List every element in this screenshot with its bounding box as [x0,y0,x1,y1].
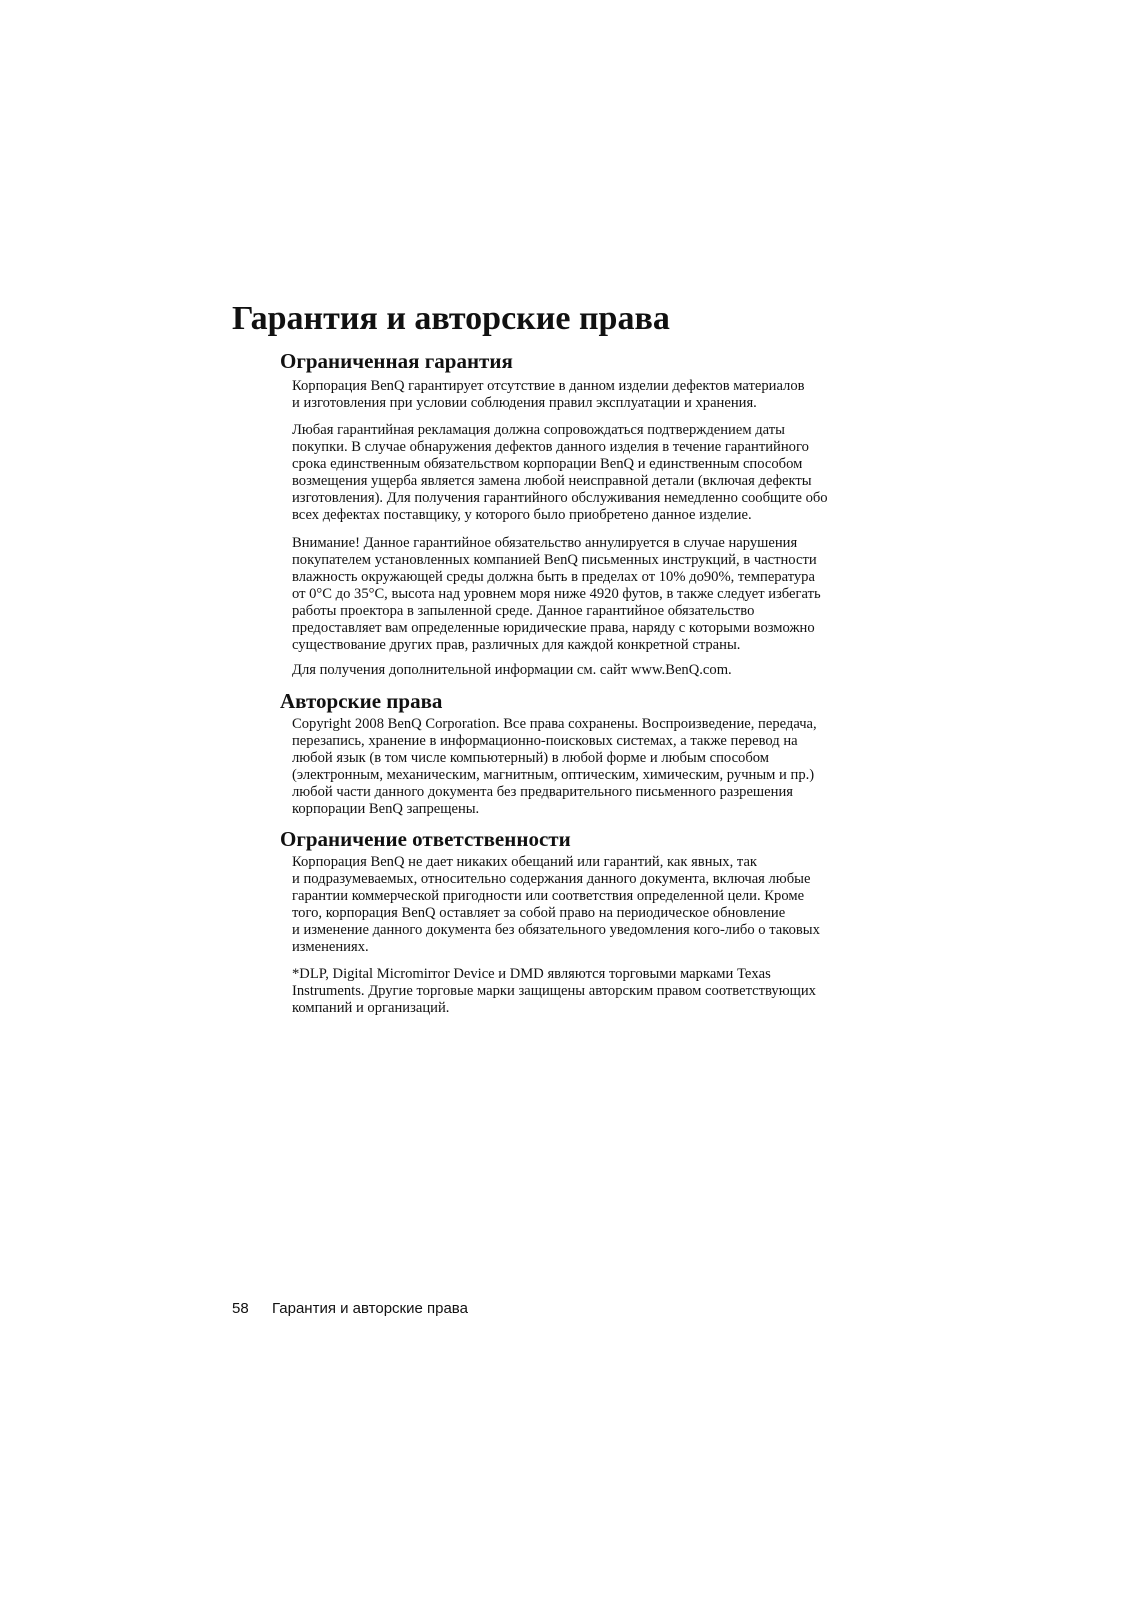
text-line: любой язык (в том числе компьютерный) в любой форме и любым способом [292,750,770,766]
paragraph-trademarks [292,966,892,1017]
text-line: компаний и организаций. [292,1000,450,1016]
text-line: *DLP, Digital Micromirror Device и DMD являются торговыми марками Texas [292,966,771,982]
page-title: Гарантия и авторские права [232,300,670,337]
text-line: и изготовления при условии соблюдения правил эксплуатации и хранения. [292,395,757,411]
text-line: того, корпорация BenQ оставляет за собой право на периодическое обновление [292,905,786,921]
text-line: Корпорация BenQ гарантирует отсутствие в данном изделии дефектов материалов [292,378,805,394]
text-line: (электронным, механическим, магнитным, оптическим, химическим, ручным и пр.) [292,767,815,783]
paragraph-warranty-intro [292,378,892,412]
text-line: Внимание! Данное гарантийное обязательство аннулируется в случае нарушения [292,535,798,551]
page-number: 58 [232,1300,249,1317]
paragraph-warranty-claim [292,422,892,524]
text-line: Для получения дополнительной информации см. сайт www.BenQ.com. [292,662,732,678]
section-heading-limited-warranty: Ограниченная гарантия [280,349,513,373]
text-line: срока единственным обязательством корпорации BenQ и единственным способом [292,456,803,472]
text-line: и подразумеваемых, относительно содержания данного документа, включая любые [292,871,811,887]
text-line: корпорации BenQ запрещены. [292,801,480,817]
text-line: работы проектора в запыленной среде. Данное гарантийное обязательство [292,603,755,619]
page-footer [232,1300,468,1318]
text-line: любой части данного документа без предварительного письменного разрешения [292,784,793,800]
text-line: Instruments. Другие торговые марки защищены авторским правом соответствующих [292,983,816,999]
section-heading-disclaimer: Ограничение ответственности [280,827,571,851]
footer-section-title: Гарантия и авторские права [272,1300,468,1317]
text-line: существование других прав, различных для каждой конкретной страны. [292,637,741,653]
text-line: Любая гарантийная рекламация должна сопровождаться подтверждением даты [292,422,785,438]
paragraph-disclaimer [292,854,892,956]
text-line: от 0°C до 35°C, высота над уровнем моря ниже 4920 футов, в также следует избегать [292,586,821,602]
text-line: всех дефектах поставщику, у которого было приобретено данное изделие. [292,507,752,523]
text-line: покупки. В случае обнаружения дефектов данного изделия в течение гарантийного [292,439,809,455]
text-line: влажность окружающей среды должна быть в пределах от 10% до90%, температура [292,569,815,585]
text-line: изготовления). Для получения гарантийного обслуживания немедленно сообщите обо [292,490,828,506]
paragraph-copyright [292,716,892,818]
text-line: изменениях. [292,939,369,955]
text-line: перезапись, хранение в информационно-поисковых системах, а также перевод на [292,733,798,749]
text-line: Copyright 2008 BenQ Corporation. Все права сохранены. Воспроизведение, передача, [292,716,817,732]
section-heading-copyright: Авторские права [280,689,443,713]
text-line: гарантии коммерческой пригодности или соответствия определенной цели. Кроме [292,888,805,904]
paragraph-warranty-notice [292,535,892,654]
text-line: возмещения ущерба является замена любой неисправной детали (включая дефекты [292,473,812,489]
text-line: Корпорация BenQ не дает никаких обещаний или гарантий, как явных, так [292,854,758,870]
text-line: покупателем установленных компанией BenQ письменных инструкций, в частности [292,552,817,568]
text-line: предоставляет вам определенные юридические права, наряду с которыми возможно [292,620,815,636]
paragraph-warranty-more-info [292,662,892,679]
text-line: и изменение данного документа без обязательного уведомления кого-либо о таковых [292,922,820,938]
